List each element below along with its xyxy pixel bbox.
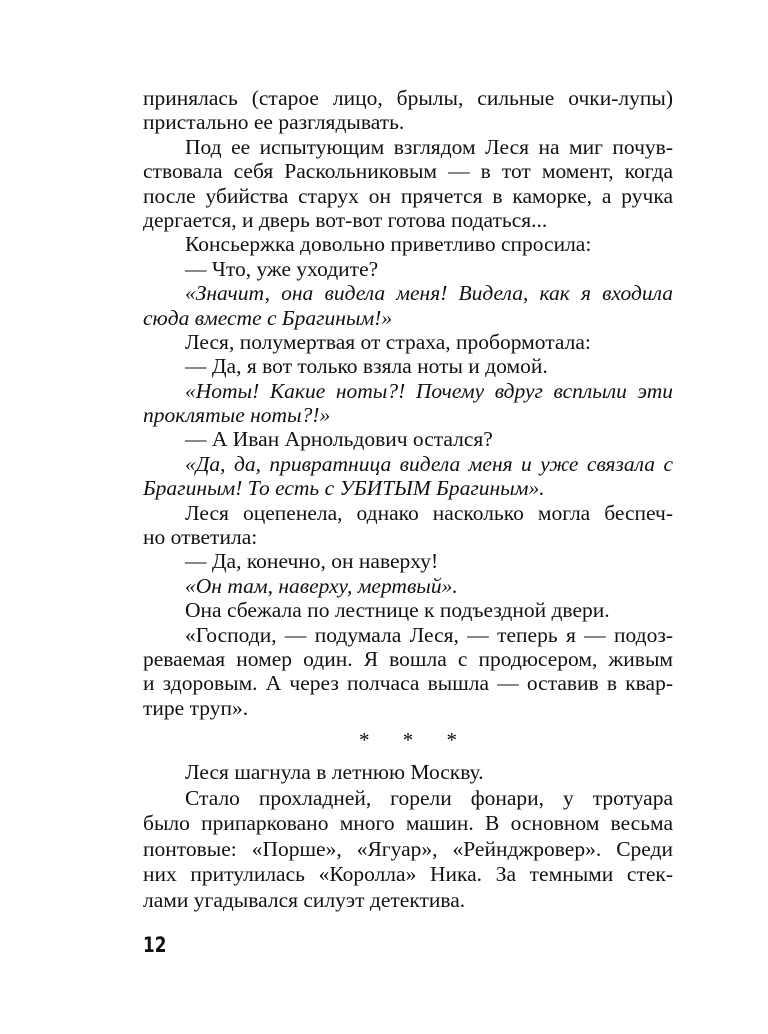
text-line: Консьержка довольно приветливо спросила:: [185, 232, 592, 257]
text-line: принялась (старое лицо, брылы, сильные очки-лупы): [143, 86, 673, 110]
text-line: «Ноты! Какие ноты?! Почему вдруг всплыли эти: [185, 378, 673, 403]
text-line: Леся шагнула в летнюю Москву.: [185, 760, 484, 785]
text-line: после убийства старух он прячется в каморке, а ручка: [143, 183, 673, 208]
text-line: сюда вместе с Брагиным!»: [143, 305, 393, 330]
text-line: Она сбежала по лестнице к подъездной двери.: [185, 598, 610, 623]
text-line: проклятые ноты?!»: [143, 403, 331, 428]
book-page-text: [143, 86, 673, 913]
text-line: — Что, уже уходите?: [185, 256, 379, 281]
text-line: Под ее испытующим взглядом Леся на миг почув-: [185, 134, 673, 159]
text-line: ствовала себя Раскольниковым — в тот момент, когда: [143, 159, 673, 184]
text-line: них притулилась «Королла» Ника. За темными стек-: [143, 862, 673, 887]
text-line: реваемая номер один. Я вошла с продюсером, живым: [143, 646, 673, 671]
text-line: лами угадывался силуэт детектива.: [143, 887, 466, 912]
section-one: [143, 86, 673, 720]
text-line: понтовые: «Порше», «Ягуар», «Рейнджровер». Среди: [143, 836, 673, 861]
text-line: но ответила:: [143, 525, 258, 550]
text-line: Стало прохладней, горели фонари, у тротуара: [185, 785, 673, 810]
text-line: «Значит, она видела меня! Видела, как я входила: [185, 281, 673, 306]
text-line: Брагиным! То есть с УБИТЫМ Брагиным».: [143, 476, 545, 501]
text-line: тире труп».: [143, 695, 249, 720]
text-line: Леся оцепенела, однако насколько могла беспеч-: [185, 500, 673, 525]
section-two: [143, 760, 673, 913]
text-line: — Да, я вот только взяла ноты и домой.: [185, 354, 548, 379]
text-line: «Да, да, привратница видела меня и уже связала с: [185, 451, 673, 476]
text-line: — А Иван Арнольдович остался?: [185, 427, 493, 452]
text-line: «Он там, наверху, мертвый».: [185, 573, 458, 598]
text-line: «Господи, — подумала Леся, — теперь я — подоз-: [185, 622, 673, 647]
text-line: Леся, полумертвая от страха, пробормотала:: [185, 329, 591, 354]
text-line: было припарковано много машин. В основном весьма: [143, 811, 673, 836]
text-line: — Да, конечно, он наверху!: [185, 549, 439, 574]
text-line: и здоровым. А через полчаса вышла — оставив в квар-: [143, 671, 673, 696]
text-line: дергается, и дверь вот-вот готова податься...: [143, 207, 548, 232]
section-separator: * * *: [359, 728, 471, 753]
page-number: 12: [143, 933, 167, 957]
text-line: пристально ее разглядывать.: [143, 110, 405, 135]
